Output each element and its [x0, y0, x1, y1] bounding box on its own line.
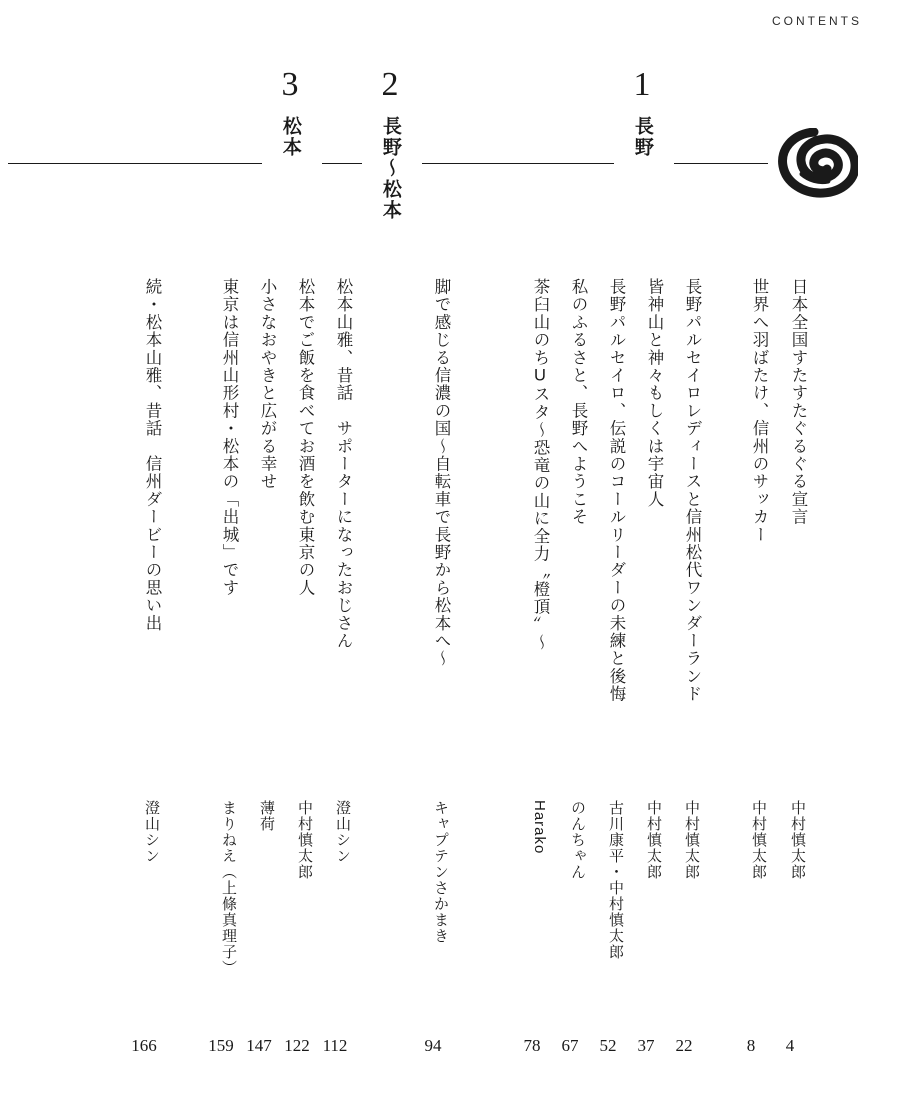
- toc-entry-title[interactable]: 小さなおやきと広がる幸せ: [258, 278, 276, 491]
- section-heading-3: [268, 68, 312, 163]
- toc-entry-title[interactable]: 松本でご飯を食べてお酒を飲む東京の人: [296, 278, 314, 597]
- toc-entry-title[interactable]: 脚で感じる信濃の国〜自転車で長野から松本へ〜: [432, 278, 450, 668]
- toc-entry-title[interactable]: 松本山雅、昔話 サポーターになったおじさん: [334, 278, 352, 650]
- toc-entry-page: 4: [785, 1036, 795, 1055]
- toc-entry-page: 166: [131, 1036, 157, 1055]
- toc-entry-title[interactable]: 茶臼山のちUスタ〜恐竜の山に全力〝橙頂〟〜: [531, 278, 549, 652]
- toc-entry-author: のんちゃん: [569, 800, 586, 880]
- toc-entry-author: 澄山シン: [143, 800, 160, 864]
- toc-entry-author: 中村慎太郎: [645, 800, 662, 880]
- toc-entry-page: 122: [284, 1036, 310, 1055]
- section-heading-1: [620, 68, 664, 163]
- section-name: 長野〜松本: [379, 116, 401, 221]
- toc-entry-page: 159: [208, 1036, 234, 1055]
- toc-entry-author: まりねえ（上條真理子）: [220, 800, 237, 976]
- toc-entry-title[interactable]: 世界へ羽ばたけ、信州のサッカー: [750, 278, 768, 544]
- toc-entry-author: 古川康平・中村慎太郎: [607, 800, 624, 960]
- toc-entry-page: 52: [599, 1036, 617, 1055]
- section-heading-2: [368, 68, 412, 226]
- brush-circle-mark-icon: [778, 128, 858, 198]
- toc-entry-title[interactable]: 長野パルセイロレディースと信州松代ワンダーランド: [683, 278, 701, 703]
- section-number: 3: [281, 66, 299, 103]
- page-header: CONTENTS: [772, 14, 862, 28]
- toc-entry-page: 94: [424, 1036, 442, 1055]
- toc-entry-author: 澄山シン: [334, 800, 351, 864]
- toc-entry-author: 中村慎太郎: [683, 800, 700, 880]
- toc-entry-page: 67: [561, 1036, 579, 1055]
- toc-entry-title[interactable]: 私のふるさと、長野へようこそ: [569, 278, 587, 526]
- toc-entry-page: 8: [746, 1036, 756, 1055]
- toc-entry-page: 112: [322, 1036, 348, 1055]
- toc-entry-author: 薄荷: [258, 800, 275, 832]
- section-number: 2: [381, 66, 399, 103]
- toc-entry-title[interactable]: 続・松本山雅、昔話 信州ダービーの思い出: [143, 278, 161, 632]
- toc-entry-title[interactable]: 長野パルセイロ、伝説のコールリーダーの未練と後悔: [607, 278, 625, 703]
- toc-entry-author: キャプテンさかまき: [432, 800, 449, 944]
- toc-entry-page: 78: [523, 1036, 541, 1055]
- toc-entry-author: 中村慎太郎: [789, 800, 806, 880]
- toc-entry-page: 147: [246, 1036, 272, 1055]
- toc-entry-title[interactable]: 皆神山と神々もしくは宇宙人: [645, 278, 663, 509]
- toc-entry-page: 22: [675, 1036, 693, 1055]
- toc-entry-author: 中村慎太郎: [296, 800, 313, 880]
- toc-entry-page: 37: [637, 1036, 655, 1055]
- section-name: 長野: [631, 116, 653, 158]
- toc-entry-author: 中村慎太郎: [750, 800, 767, 880]
- section-name: 松本: [279, 116, 301, 158]
- toc-entry-author: Harako: [531, 800, 548, 855]
- toc-entry-title[interactable]: 日本全国すたすたぐるぐる宣言: [789, 278, 807, 526]
- section-number: 1: [633, 66, 651, 103]
- toc-entry-title[interactable]: 東京は信州山形村・松本の「出城」です: [220, 278, 238, 597]
